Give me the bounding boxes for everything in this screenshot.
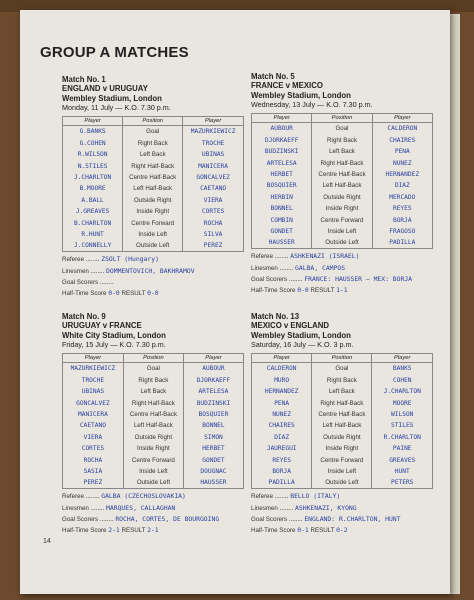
- player-right: MERCADO: [372, 192, 432, 203]
- dotted-leader: ........: [287, 515, 305, 523]
- position-label: Outside Left: [312, 237, 372, 249]
- lineup-table: [251, 353, 433, 489]
- match-date: Wednesday, 13 July — K.O. 7.30 p.m.: [251, 99, 373, 109]
- match-header: [251, 72, 433, 109]
- dotted-leader: ........: [98, 515, 116, 523]
- lineup-row: [63, 397, 244, 408]
- player-left: COMBIN: [252, 214, 312, 225]
- score-row: [251, 285, 433, 296]
- position-label: Outside Left: [312, 477, 372, 489]
- goal-scorers-label: Goal Scorers: [62, 515, 99, 523]
- match-officials: [62, 254, 244, 299]
- half-time-label: Half-Time Score: [251, 287, 296, 295]
- position-label: Left Half-Back: [312, 420, 372, 431]
- column-header-player: Player: [372, 114, 432, 123]
- lineup-row: [63, 217, 244, 228]
- player-right: AUBOUR: [183, 363, 243, 375]
- result-label: RESULT: [310, 287, 335, 295]
- match-header: [62, 312, 244, 349]
- column-header-position: Position: [123, 354, 183, 363]
- score-row: [62, 288, 244, 299]
- player-left: AUBOUR: [252, 123, 312, 135]
- column-header-player: Player: [252, 114, 312, 123]
- player-left: MAZURKIEWICZ: [63, 363, 124, 375]
- match-9: [62, 312, 244, 536]
- goal-scorers-row: [62, 514, 244, 525]
- player-right: DJORKAEFF: [183, 375, 243, 386]
- lineup-row: [63, 454, 244, 465]
- column-header-player: Player: [372, 354, 433, 363]
- player-right: PADILLA: [372, 237, 432, 249]
- lineup-row: [63, 229, 244, 240]
- position-label: Right Back: [123, 375, 183, 386]
- referee-row: [62, 491, 244, 502]
- match-date: Saturday, 16 July — K.O. 3 p.m.: [251, 339, 354, 349]
- position-label: Right Half-Back: [123, 160, 183, 171]
- player-right: DIAZ: [372, 180, 432, 191]
- lineup-row: [252, 386, 433, 397]
- position-label: Centre Half-Back: [312, 409, 372, 420]
- player-right: CHAIRES: [372, 135, 432, 146]
- position-label: Outside Right: [312, 192, 372, 203]
- match-1: [62, 75, 244, 299]
- player-right: GONDET: [183, 454, 243, 465]
- referee-row: [62, 254, 244, 265]
- position-label: Left Back: [123, 149, 183, 160]
- dotted-leader: ........: [273, 253, 291, 261]
- lineup-row: [63, 477, 244, 489]
- lineup-row: [63, 160, 244, 171]
- player-right: PETERS: [372, 477, 433, 489]
- player-right: PAINE: [372, 443, 433, 454]
- referee-value: ASHKENAZI (ISRAEL): [290, 252, 360, 261]
- linesmen-label: Linesmen: [251, 264, 278, 272]
- half-time-label: Half-Time Score: [251, 527, 296, 535]
- position-label: Left Half-Back: [312, 180, 372, 191]
- player-left: REYES: [252, 454, 312, 465]
- player-right: HERNANDEZ: [372, 169, 432, 180]
- lineup-header-row: [252, 354, 433, 363]
- linesmen-value: DOMMENTOVICH, BAKHRAMOV: [106, 266, 195, 275]
- lineup-row: [252, 409, 433, 420]
- position-label: Inside Right: [312, 443, 372, 454]
- player-right: GONCALVEZ: [183, 172, 244, 183]
- position-label: Right Back: [123, 138, 183, 149]
- lineup-row: [252, 123, 433, 135]
- lineup-row: [252, 214, 433, 225]
- linesmen-value: GALBA, CAMPOS: [295, 263, 346, 272]
- player-left: A.BALL: [63, 195, 123, 206]
- lineup-row: [63, 420, 244, 431]
- player-right: BOSQUIER: [183, 409, 243, 420]
- referee-value: GALBA (CZECHOSLOVAKIA): [101, 492, 186, 501]
- position-label: Goal: [123, 363, 183, 375]
- lineup-row: [252, 397, 433, 408]
- position-label: Inside Right: [123, 443, 183, 454]
- match-venue: Wembley Stadium, London: [251, 90, 351, 100]
- dotted-leader: ........: [84, 256, 102, 264]
- half-time-value: 2-1: [108, 526, 120, 535]
- lineup-row: [63, 443, 244, 454]
- position-label: Inside Left: [123, 466, 183, 477]
- player-right: STILES: [372, 420, 433, 431]
- player-left: G.BANKS: [63, 126, 123, 138]
- lineup-row: [63, 149, 244, 160]
- lineup-row: [252, 157, 433, 168]
- linesmen-row: [62, 503, 244, 514]
- player-right: ARTELESA: [183, 386, 243, 397]
- position-label: Left Back: [123, 386, 183, 397]
- result-value: 0-2: [336, 526, 348, 535]
- referee-label: Referee: [62, 493, 85, 501]
- lineup-row: [63, 172, 244, 183]
- lineup-row: [63, 432, 244, 443]
- column-header-player: Player: [63, 117, 123, 126]
- lineup-row: [252, 192, 433, 203]
- match-number: Match No. 5: [251, 72, 295, 81]
- match-number: Match No. 9: [62, 312, 106, 321]
- lineup-row: [252, 466, 433, 477]
- goal-scorers-value: FRANCE: HAUSSER — MEX: BORJA: [304, 274, 413, 283]
- page-title: GROUP A MATCHES: [40, 44, 189, 61]
- dotted-leader: ........: [277, 264, 296, 272]
- player-right: CAETANO: [183, 183, 244, 194]
- referee-value: ZSOLT (Hungary): [101, 255, 159, 264]
- referee-label: Referee: [62, 256, 85, 264]
- position-label: Outside Left: [123, 240, 183, 252]
- lineup-row: [63, 138, 244, 149]
- column-header-player: Player: [252, 354, 312, 363]
- player-right: MOORE: [372, 397, 433, 408]
- position-label: Inside Left: [312, 466, 372, 477]
- linesmen-label: Linesmen: [62, 267, 89, 275]
- lineup-header-row: [63, 354, 244, 363]
- position-label: Right Back: [312, 375, 372, 386]
- lineup-row: [252, 226, 433, 237]
- referee-label: Referee: [251, 493, 274, 501]
- player-left: B.MOORE: [63, 183, 123, 194]
- half-time-value: 0-0: [108, 289, 120, 298]
- lineup-row: [252, 477, 433, 489]
- lineup-row: [63, 409, 244, 420]
- player-left: R.WILSON: [63, 149, 123, 160]
- player-right: HUNT: [372, 466, 433, 477]
- score-row: [62, 525, 244, 536]
- player-right: UBINAS: [183, 149, 244, 160]
- match-5: [251, 72, 433, 296]
- player-right: CORTES: [183, 206, 244, 217]
- player-left: BORJA: [252, 466, 312, 477]
- player-right: REYES: [372, 203, 432, 214]
- result-label: RESULT: [121, 527, 146, 535]
- player-left: BONNEL: [252, 203, 312, 214]
- player-right: COHEN: [372, 375, 433, 386]
- player-right: R.CHARLTON: [372, 432, 433, 443]
- column-header-position: Position: [123, 117, 183, 126]
- position-label: Centre Half-Back: [123, 172, 183, 183]
- lineup-row: [252, 203, 433, 214]
- lineup-row: [252, 237, 433, 249]
- player-left: BUDZINSKI: [252, 146, 312, 157]
- player-right: J.CHARLTON: [372, 386, 433, 397]
- position-label: Outside Right: [312, 432, 372, 443]
- player-left: PADILLA: [252, 477, 312, 489]
- player-left: HERBET: [252, 169, 312, 180]
- position-label: Goal: [123, 126, 183, 138]
- player-left: DJORKAEFF: [252, 135, 312, 146]
- lineup-row: [63, 206, 244, 217]
- player-left: HERNANDEZ: [252, 386, 312, 397]
- half-time-label: Half-Time Score: [62, 290, 107, 298]
- position-label: Goal: [312, 363, 372, 375]
- player-right: HAUSSER: [183, 477, 243, 489]
- player-left: G.COHEN: [63, 138, 123, 149]
- goal-scorers-label: Goal Scorers: [251, 515, 288, 523]
- player-right: PEREZ: [183, 240, 244, 252]
- lineup-row: [252, 146, 433, 157]
- lineup-row: [252, 180, 433, 191]
- lineup-row: [252, 363, 433, 375]
- player-left: J.CONNELLY: [63, 240, 123, 252]
- column-header-position: Position: [312, 354, 372, 363]
- player-right: FRAGOSO: [372, 226, 432, 237]
- column-header-position: Position: [312, 114, 372, 123]
- match-header: [251, 312, 433, 349]
- player-right: DOUGNAC: [183, 466, 243, 477]
- player-right: BORJA: [372, 214, 432, 225]
- position-label: Goal: [312, 123, 372, 135]
- match-date: Monday, 11 July — K.O. 7.30 p.m.: [62, 102, 171, 112]
- player-right: HERBET: [183, 443, 243, 454]
- position-label: Inside Right: [123, 206, 183, 217]
- position-label: Inside Left: [123, 229, 183, 240]
- player-left: CAETANO: [63, 420, 124, 431]
- result-value: 0-0: [147, 289, 159, 298]
- linesmen-label: Linesmen: [62, 504, 89, 512]
- lineup-row: [252, 454, 433, 465]
- player-left: ARTELESA: [252, 157, 312, 168]
- player-left: HERBIN: [252, 192, 312, 203]
- player-right: GREAVES: [372, 454, 433, 465]
- position-label: Left Back: [312, 386, 372, 397]
- result-label: RESULT: [121, 290, 146, 298]
- position-label: Centre Half-Back: [123, 409, 183, 420]
- referee-value: BELLO (ITALY): [290, 492, 341, 501]
- match-venue: Wembley Stadium, London: [251, 330, 351, 340]
- lineup-row: [252, 443, 433, 454]
- player-left: CHAIRES: [252, 420, 312, 431]
- lineup-row: [63, 363, 244, 375]
- lineup-row: [63, 126, 244, 138]
- player-right: VIERA: [183, 195, 244, 206]
- position-label: Left Half-Back: [123, 183, 183, 194]
- position-label: Centre Forward: [312, 454, 372, 465]
- player-left: B.CHARLTON: [63, 217, 123, 228]
- position-label: Right Back: [312, 135, 372, 146]
- player-left: CORTES: [63, 443, 124, 454]
- player-left: NUNEZ: [252, 409, 312, 420]
- referee-row: [251, 491, 433, 502]
- match-officials: [251, 251, 433, 296]
- match-teams: MEXICO v ENGLAND: [251, 321, 329, 331]
- position-label: Left Back: [312, 146, 372, 157]
- position-label: Left Half-Back: [123, 420, 183, 431]
- lineup-row: [63, 240, 244, 252]
- page-edge: [450, 14, 460, 594]
- player-right: BANKS: [372, 363, 433, 375]
- player-right: SIMON: [183, 432, 243, 443]
- match-number: Match No. 1: [62, 75, 106, 84]
- dotted-leader: ........: [273, 493, 291, 501]
- dotted-leader: ........: [277, 504, 296, 512]
- linesmen-label: Linesmen: [251, 504, 278, 512]
- goal-scorers-label: Goal Scorers: [251, 275, 288, 283]
- position-label: Outside Left: [123, 477, 183, 489]
- position-label: Inside Left: [312, 226, 372, 237]
- half-time-label: Half-Time Score: [62, 527, 107, 535]
- result-value: 1-1: [336, 286, 348, 295]
- player-left: PEREZ: [63, 477, 124, 489]
- player-right: NUNEZ: [372, 157, 432, 168]
- column-header-player: Player: [183, 117, 244, 126]
- lineup-header-row: [63, 117, 244, 126]
- half-time-value: 0-1: [297, 526, 309, 535]
- match-date: Friday, 15 July — K.O. 7.30 p.m.: [62, 339, 166, 349]
- lineup-table: [251, 113, 433, 249]
- linesmen-row: [251, 503, 433, 514]
- lineup-row: [63, 183, 244, 194]
- player-left: BOSQUIER: [252, 180, 312, 191]
- player-left: DIAZ: [252, 432, 312, 443]
- position-label: Centre Forward: [312, 214, 372, 225]
- match-teams: FRANCE v MEXICO: [251, 81, 323, 91]
- player-left: TROCHE: [63, 375, 124, 386]
- position-label: Right Half-Back: [312, 397, 372, 408]
- player-left: VIERA: [63, 432, 124, 443]
- referee-label: Referee: [251, 253, 274, 261]
- match-venue: White City Stadium, London: [62, 330, 166, 340]
- player-left: GONDET: [252, 226, 312, 237]
- player-right: ROCHA: [183, 217, 244, 228]
- linesmen-value: ASHKENAZI, KYONG: [295, 503, 357, 512]
- goal-scorers-row: [251, 274, 433, 285]
- player-left: ROCHA: [63, 454, 124, 465]
- match-number: Match No. 13: [251, 312, 300, 321]
- player-right: BONNEL: [183, 420, 243, 431]
- player-left: N.STILES: [63, 160, 123, 171]
- lineup-row: [252, 135, 433, 146]
- dotted-leader: ........: [88, 504, 107, 512]
- half-time-value: 0-0: [297, 286, 309, 295]
- dotted-leader: ........: [88, 267, 107, 275]
- position-label: Right Half-Back: [312, 157, 372, 168]
- lineup-row: [63, 386, 244, 397]
- column-header-player: Player: [183, 354, 243, 363]
- referee-row: [251, 251, 433, 262]
- player-left: J.CHARLTON: [63, 172, 123, 183]
- match-teams: ENGLAND v URUGUAY: [62, 84, 148, 94]
- position-label: Centre Forward: [123, 454, 183, 465]
- player-right: WILSON: [372, 409, 433, 420]
- dotted-leader: ........: [98, 278, 114, 286]
- lineup-row: [252, 420, 433, 431]
- player-right: BUDZINSKI: [183, 397, 243, 408]
- dotted-leader: ........: [84, 493, 102, 501]
- match-13: [251, 312, 433, 536]
- position-label: Outside Right: [123, 195, 183, 206]
- goal-scorers-value: ROCHA, CORTES, DE BOURGOING: [115, 514, 220, 523]
- player-left: MANICERA: [63, 409, 124, 420]
- lineup-row: [252, 375, 433, 386]
- score-row: [251, 525, 433, 536]
- result-label: RESULT: [310, 527, 335, 535]
- goal-scorers-label: Goal Scorers: [62, 278, 99, 286]
- player-right: SILVA: [183, 229, 244, 240]
- position-label: Outside Right: [123, 432, 183, 443]
- player-left: R.HUNT: [63, 229, 123, 240]
- match-venue: Wembley Stadium, London: [62, 93, 162, 103]
- player-left: JAUREGUI: [252, 443, 312, 454]
- player-left: J.GREAVES: [63, 206, 123, 217]
- lineup-row: [252, 432, 433, 443]
- player-left: MURO: [252, 375, 312, 386]
- player-left: PENA: [252, 397, 312, 408]
- lineup-row: [252, 169, 433, 180]
- player-left: HAUSSER: [252, 237, 312, 249]
- position-label: Inside Right: [312, 203, 372, 214]
- lineup-row: [63, 195, 244, 206]
- match-header: [62, 75, 244, 112]
- lineup-row: [63, 375, 244, 386]
- position-label: Right Half-Back: [123, 397, 183, 408]
- lineup-table: [62, 353, 244, 489]
- linesmen-value: MARQUES, CALLAGHAN: [106, 503, 176, 512]
- player-right: TROCHE: [183, 138, 244, 149]
- linesmen-row: [251, 263, 433, 274]
- match-officials: [251, 491, 433, 536]
- column-header-player: Player: [63, 354, 124, 363]
- goal-scorers-row: [62, 277, 244, 288]
- player-left: UBINAS: [63, 386, 124, 397]
- player-right: MAZURKIEWICZ: [183, 126, 244, 138]
- dotted-leader: ........: [287, 275, 305, 283]
- lineup-table: [62, 116, 244, 252]
- player-right: PENA: [372, 146, 432, 157]
- position-label: Centre Forward: [123, 217, 183, 228]
- match-teams: URUGUAY v FRANCE: [62, 321, 142, 331]
- lineup-header-row: [252, 114, 433, 123]
- result-value: 2-1: [147, 526, 159, 535]
- goal-scorers-value: ENGLAND: R.CHARLTON, HUNT: [304, 514, 401, 523]
- position-label: Centre Half-Back: [312, 169, 372, 180]
- player-left: SASIA: [63, 466, 124, 477]
- player-right: CALDERON: [372, 123, 432, 135]
- player-left: CALDERON: [252, 363, 312, 375]
- linesmen-row: [62, 266, 244, 277]
- goal-scorers-row: [251, 514, 433, 525]
- player-right: MANICERA: [183, 160, 244, 171]
- match-officials: [62, 491, 244, 536]
- lineup-row: [63, 466, 244, 477]
- page-number: 14: [43, 538, 51, 545]
- player-left: GONCALVEZ: [63, 397, 124, 408]
